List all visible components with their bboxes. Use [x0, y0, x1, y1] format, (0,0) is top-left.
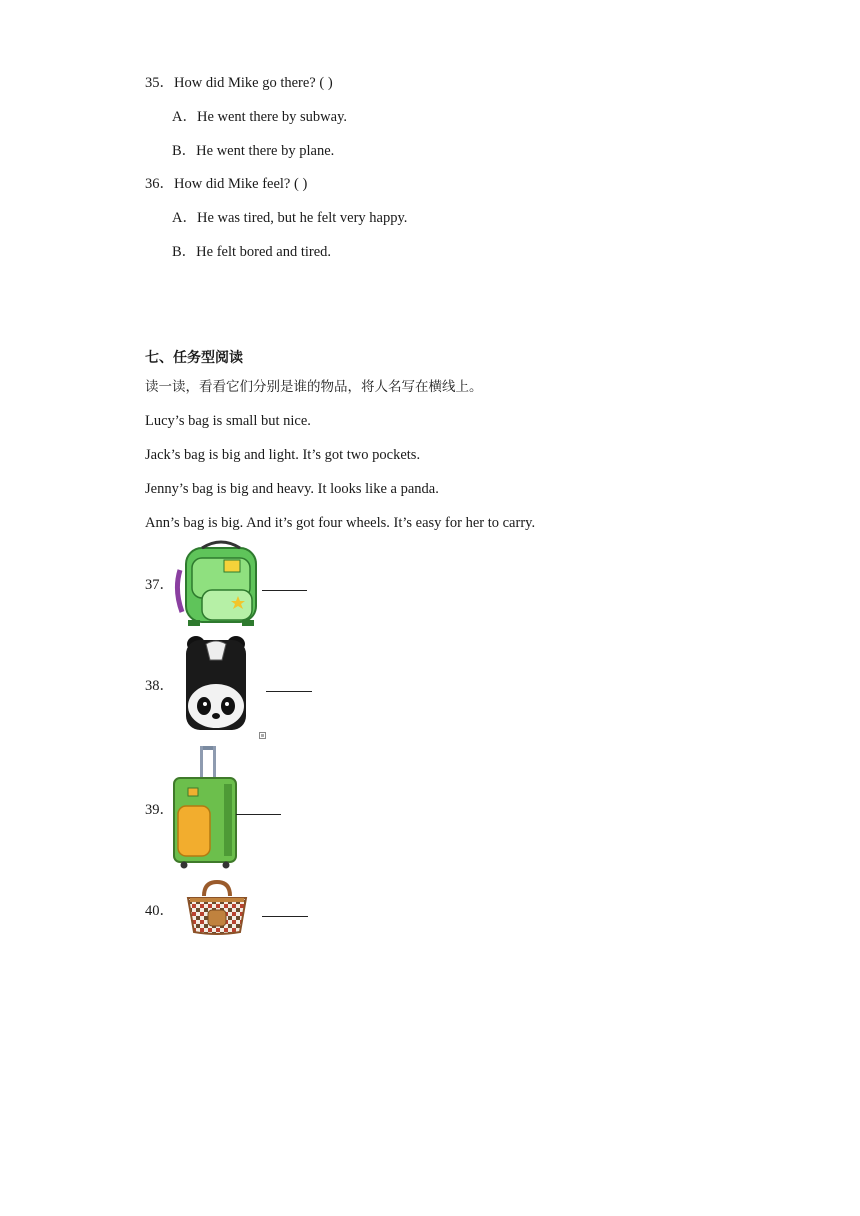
panda-backpack-icon — [182, 634, 250, 734]
question-text: How did Mike go there? ( ) — [174, 75, 333, 91]
question-text: How did Mike feel? ( ) — [174, 176, 308, 192]
answer-blank-40[interactable] — [262, 916, 308, 917]
item-number-38: 38． — [145, 678, 174, 694]
question-36 — [145, 175, 307, 193]
passage-line: Lucy’s bag is small but nice. — [145, 413, 311, 429]
option-35-a: A．He went there by subway. — [172, 109, 348, 125]
section-instruction: 读一读，看看它们分别是谁的物品，将人名写在横线上。 — [145, 379, 483, 395]
small-image-marker-icon — [259, 727, 266, 734]
item-number-39: 39． — [145, 802, 174, 818]
item-number-40: 40． — [145, 903, 174, 919]
section-heading: 七、任务型阅读 — [145, 350, 243, 366]
question-number: 35． — [145, 75, 174, 91]
answer-blank-38[interactable] — [266, 691, 312, 692]
green-suitcase-icon — [170, 744, 240, 870]
plaid-handbag-icon — [184, 880, 250, 936]
answer-blank-39[interactable] — [236, 814, 281, 815]
passage-line: Ann’s bag is big. And it’s got four wheels. It’s easy for her to carry. — [145, 515, 536, 531]
option-36-b: B．He felt bored and tired. — [172, 244, 332, 260]
answer-blank-37[interactable] — [262, 590, 307, 591]
question-35 — [145, 74, 333, 92]
option-36-a: A．He was tired, but he felt very happy. — [172, 210, 408, 226]
item-number-37: 37． — [145, 577, 174, 593]
question-number: 36． — [145, 176, 174, 192]
option-35-b: B．He went there by plane. — [172, 143, 335, 159]
green-backpack-icon — [172, 540, 264, 628]
passage-line: Jenny’s bag is big and heavy. It looks like a panda. — [145, 481, 439, 497]
passage-line: Jack’s bag is big and light. It’s got two pockets. — [145, 447, 421, 463]
